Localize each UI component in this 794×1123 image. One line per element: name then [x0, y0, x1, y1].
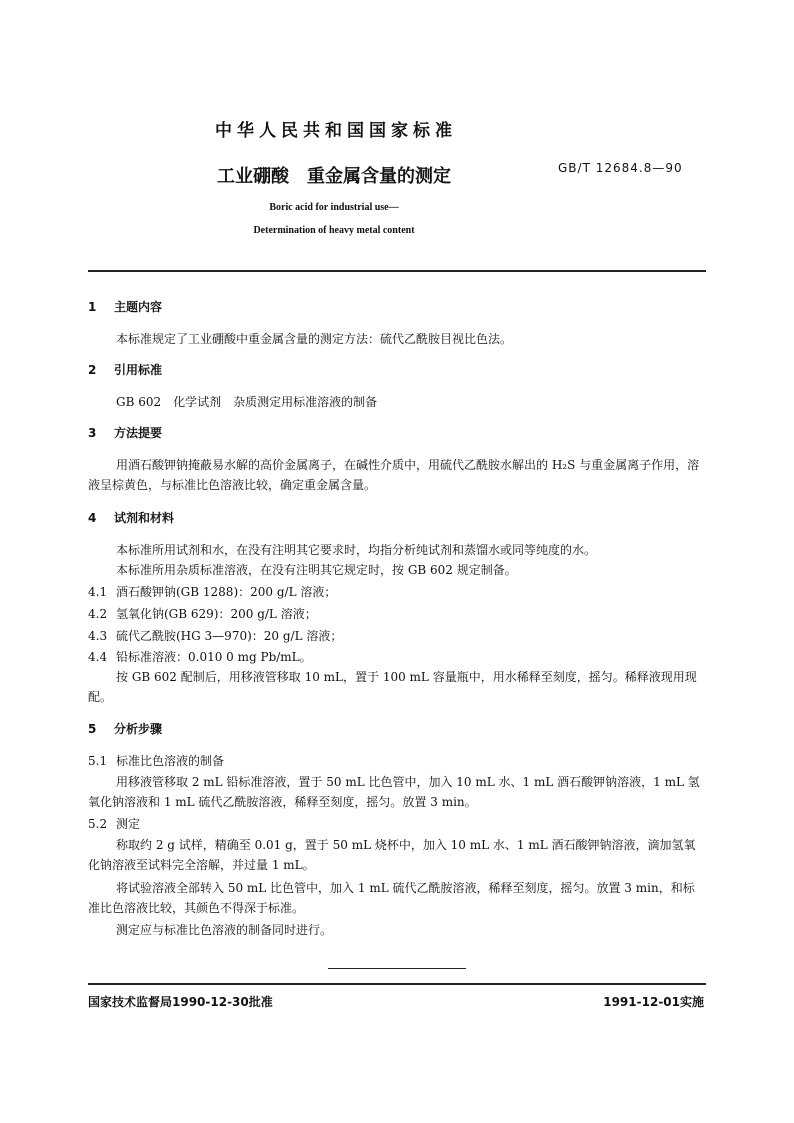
- header-divider: [88, 270, 706, 272]
- list-item: [88, 626, 342, 646]
- section-number: 4: [88, 511, 97, 525]
- english-title-line2: Determination of heavy metal content: [253, 225, 415, 236]
- end-of-text-rule: [328, 968, 466, 969]
- subsection-5-2-paragraph-1: 称取约 2 g 试样，精确至 0.01 g，置于 50 mL 烧杯中，加入 10 mL 水、1 mL 酒石酸钾钠溶液，滴加氢氧化钠溶液至试料完全溶解，并过量 1 mL。: [88, 838, 696, 872]
- section-number: 1: [88, 300, 97, 314]
- item-number: 4.2: [88, 607, 108, 621]
- item-text: 硫代乙酰胺(HG 3—970)：20 g/L 溶液；: [116, 629, 343, 643]
- list-item: [88, 647, 312, 667]
- section-2-reference: GB 602 化学试剂 杂质测定用标准溶液的制备: [116, 395, 378, 409]
- section-number: 5: [88, 722, 97, 736]
- subsection-title: 测定: [116, 817, 141, 831]
- document-title: 工业硼酸 重金属含量的测定: [217, 166, 451, 187]
- subsection-5-1-heading: [88, 751, 224, 771]
- standard-code: GB/T 12684.8—90: [558, 161, 683, 175]
- section-4-paragraph-3: 按 GB 602 配制后，用移液管移取 10 mL，置于 100 mL 容量瓶中，用水稀释至刻度，摇匀。稀释液现用现配。: [88, 670, 697, 704]
- section-title: 分析步骤: [114, 722, 163, 736]
- section-1-heading: [88, 298, 162, 315]
- effective-date: 1991-12-01实施: [603, 995, 704, 1009]
- subsection-5-2-heading: [88, 814, 140, 834]
- item-number: 4.1: [88, 585, 108, 599]
- section-4-heading: [88, 509, 174, 526]
- section-title: 引用标准: [114, 363, 163, 377]
- subsection-number: 5.2: [88, 817, 108, 831]
- subsection-title: 标准比色溶液的制备: [116, 754, 225, 768]
- subsection-5-2-paragraph-3: 测定应与标准比色溶液的制备同时进行。: [116, 923, 333, 937]
- section-title: 试剂和材料: [114, 511, 175, 525]
- section-number: 3: [88, 426, 97, 440]
- list-item: [88, 582, 336, 602]
- section-title: 主题内容: [114, 300, 163, 314]
- item-text: 酒石酸钾钠(GB 1288)：200 g/L 溶液；: [116, 585, 337, 599]
- subsection-5-1-paragraph: 用移液管移取 2 mL 铅标准溶液，置于 50 mL 比色管中，加入 10 mL 水、1 mL 酒石酸钾钠溶液，1 mL 氢氧化钠溶液和 1 mL 硫代乙酰胺溶液，稀释至刻度，摇匀。放置 3 min。: [88, 775, 700, 809]
- item-text: 氢氧化钠(GB 629)：200 g/L 溶液；: [116, 607, 317, 621]
- section-title: 方法提要: [114, 426, 163, 440]
- section-number: 2: [88, 363, 97, 377]
- section-4-paragraph-1: 本标准所用试剂和水，在没有注明其它要求时，均指分析纯试剂和蒸馏水或同等纯度的水。: [116, 543, 597, 557]
- section-4-paragraph-2: 本标准所用杂质标准溶液，在没有注明其它规定时，按 GB 602 规定制备。: [116, 563, 517, 577]
- item-number: 4.4: [88, 650, 108, 664]
- section-3-paragraph: 用酒石酸钾钠掩蔽易水解的高价金属离子，在碱性介质中，用硫代乙酰胺水解出的 H₂S 与重金属离子作用，溶液呈棕黄色，与标准比色溶液比较，确定重金属含量。: [88, 458, 700, 492]
- item-number: 4.3: [88, 629, 108, 643]
- english-title-line1: Boric acid for industrial use—: [269, 202, 399, 213]
- subsection-5-2-paragraph-2: 将试验溶液全部转入 50 mL 比色管中，加入 1 mL 硫代乙酰胺溶液，稀释至刻度，摇匀。放置 3 min，和标准比色溶液比较，其颜色不得深于标准。: [88, 881, 695, 915]
- section-3-heading: [88, 424, 162, 441]
- list-item: [88, 604, 317, 624]
- subsection-number: 5.1: [88, 754, 108, 768]
- section-2-heading: [88, 361, 162, 378]
- footer-divider: [88, 983, 706, 985]
- standard-org-heading: 中华人民共和国国家标准: [215, 121, 457, 141]
- item-text: 铅标准溶液：0.010 0 mg Pb/mL。: [116, 650, 312, 664]
- approval-date: 国家技术监督局1990-12-30批准: [88, 995, 273, 1009]
- section-5-heading: [88, 720, 162, 737]
- section-1-paragraph: 本标准规定了工业硼酸中重金属含量的测定方法：硫代乙酰胺目视比色法。: [116, 332, 513, 346]
